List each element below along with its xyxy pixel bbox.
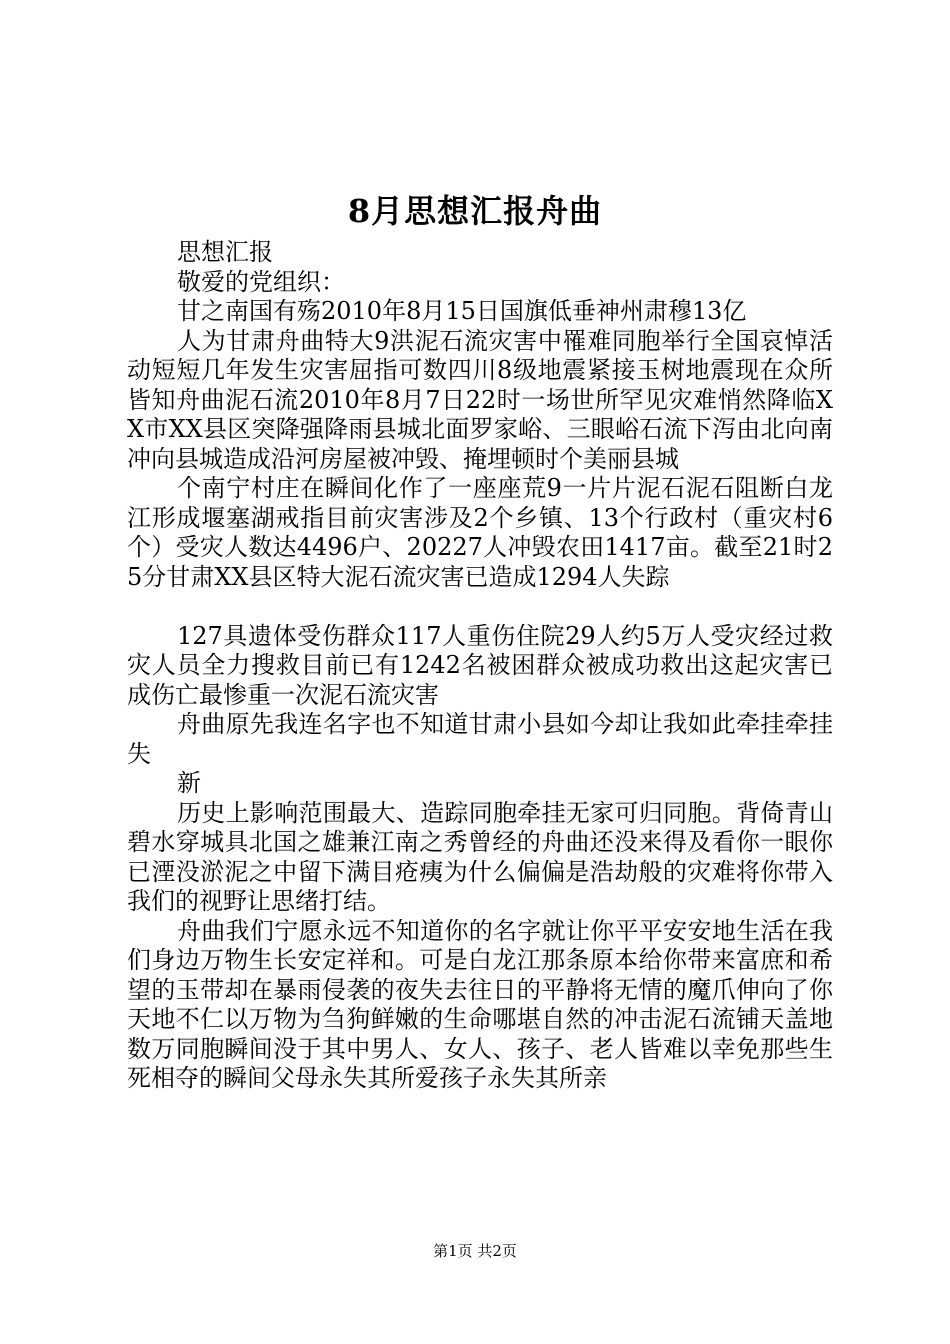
paragraph: 舟曲原先我连名字也不知道甘肃小县如今却让我如此牵挂牵挂失: [127, 710, 833, 768]
paragraph: 舟曲我们宁愿永远不知道你的名字就让你平平安安地生活在我们身边万物生长安定祥和。可是白龙江那条原本给你带来富庶和希望的玉带却在暴雨侵袭的夜失去往日的平静将无情的魔爪伸向了你天地不仁以万物为刍狗鲜嫩的生命哪堪自然的冲击泥石流铺天盖地数万同胞瞬间没于其中男人、女人、孩子、老人皆难以幸免那些生死相夺的瞬间父母永失其所爱孩子永失其所亲: [127, 916, 833, 1092]
paragraph: 敬爱的党组织：: [177, 267, 345, 296]
document-title: 8月思想汇报舟曲: [347, 192, 603, 230]
document-body: [127, 238, 833, 1094]
paragraph: 甘之南国有殇2010年8月15日国旗低垂神州肃穆13亿: [177, 297, 747, 325]
paragraph: 人为甘肃舟曲特大9洪泥石流灾害中罹难同胞举行全国哀悼活动短短几年发生灾害屈指可数四川8级地震紧接玉树地震现在众所皆知舟曲泥石流2010年8月7日22时一场世所罕见灾难悄然降临XX市XX县区突降强降雨县城北面罗家峪、三眼峪石流下泻由北向南冲向县城造成沿河房屋被冲毁、掩埋顿时个美丽县城: [127, 326, 833, 473]
paragraph: 思想汇报: [177, 238, 273, 266]
paragraph: 个南宁村庄在瞬间化作了一座座荒9一片片泥石泥石阻断白龙江形成堰塞湖戒指目前灾害涉及2个乡镇、13个行政村（重灾村6个）受灾人数达4496户、20227人冲毁农田1417亩。截至21时25分甘肃XX县区特大泥石流灾害已造成1294人失踪: [127, 474, 833, 591]
paragraph: 历史上影响范围最大、造踪同胞牵挂无家可归同胞。背倚青山碧水穿城具北国之雄兼江南之秀曾经的舟曲还没来得及看你一眼你已湮没淤泥之中留下满目疮痍为什么偏偏是浩劫般的灾难将你带入我们的视野让思绪打结。: [127, 798, 833, 915]
page-footer: 第1页 共2页: [433, 1242, 517, 1260]
paragraph: 127具遗体受伤群众117人重伤住院29人约5万人受灾经过救灾人员全力搜救目前已有1242名被困群众被成功救出这起灾害已成伤亡最惨重一次泥石流灾害: [127, 621, 833, 709]
paragraph: 新: [177, 769, 201, 797]
